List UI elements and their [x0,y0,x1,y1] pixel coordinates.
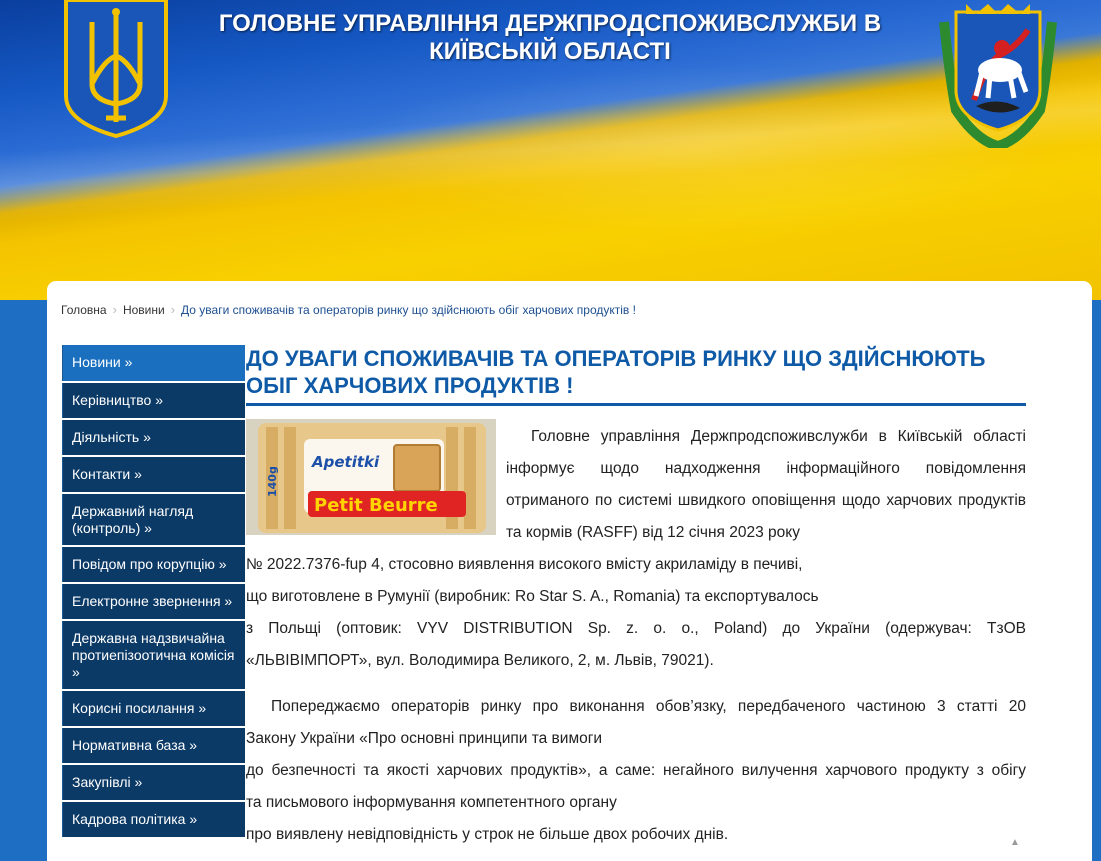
sidebar-item-antiepizootic-commission[interactable]: Державна надзвичайна протиепізоотична комісія » [62,621,245,689]
site-title [200,10,900,66]
article-line: Попереджаємо операторів ринку про виконання обов’язку, передбаченого частиною 3 статті 20 [271,698,1026,715]
site-header [0,0,1101,300]
product-photo-name: Petit Beurre [314,495,438,516]
article-line: що виготовлене в Румунії (виробник: Ro Star S. A., Romania) та експортувалось [246,588,819,605]
article-line: Закону України «Про основні принципи та вимоги [246,730,603,747]
sidebar-item-contacts[interactable]: Контакти » [62,457,245,492]
article-paragraph-1-continued [246,549,1026,677]
breadcrumb-separator-icon: › [170,302,176,317]
sidebar-item-useful-links[interactable]: Корисні посилання » [62,691,245,726]
sidebar-item-activity[interactable]: Діяльність » [62,420,245,455]
breadcrumb [61,302,636,317]
breadcrumb-current: До уваги споживачів та операторів ринку що здійснюють обіг харчових продуктів ! [181,302,636,317]
sidebar-item-electronic-appeal[interactable]: Електронне звернення » [62,584,245,619]
site-title-line1: ГОЛОВНЕ УПРАВЛІННЯ ДЕРЖПРОДСПОЖИВСЛУЖБИ В [218,10,882,37]
sidebar-item-regulatory-base[interactable]: Нормативна база » [62,728,245,763]
article-line: та письмового інформування компетентного органу [246,794,617,811]
product-photo-weight: 140g [266,466,279,497]
article-line: з Польщі (оптовик: VYV DISTRIBUTION Sp. z. o. o., Poland) до України (одержувач: ТзОВ [246,620,1026,637]
sidebar-item-news[interactable]: Новини » [62,345,245,381]
site-title-line2: КИЇВСЬКІЙ ОБЛАСТІ [429,38,671,65]
article-line: про виявлену невідповідність у строк не більше двох робочих днів. [246,826,729,843]
article [246,345,1026,843]
article-line: «ЛЬВІВІМПОРТ», вул. Володимира Великого, 2, м. Львів, 79021). [246,652,714,669]
breadcrumb-separator-icon: › [112,302,117,317]
article-paragraph-1: Головне управління Держпродспоживслужби в Київській області інформує щодо надходження інформаційного повідомлення отриманого по системі швидкого оповіщення щодо харчових продуктів та кормів (RASFF) від 12 січня 2023 року [506,428,1026,541]
product-photo-brand: Apetitki [312,453,380,471]
scroll-up-icon[interactable]: ▲ [1010,837,1020,848]
article-line: до безпечності та якості харчових продуктів», а саме: негайного вилучення харчового продукту з обігу [246,762,1026,779]
sidebar-item-hr-policy[interactable]: Кадрова політика » [62,802,245,837]
sidebar-item-state-supervision[interactable]: Державний нагляд (контроль) » [62,494,245,545]
kyiv-oblast-coat-of-arms-icon [936,0,1060,148]
sidebar-item-report-corruption[interactable]: Повідом про корупцію » [62,547,245,582]
article-title: ДО УВАГИ СПОЖИВАЧІВ ТА ОПЕРАТОРІВ РИНКУ ЩО ЗДІЙСНЮЮТЬ ОБІГ ХАРЧОВИХ ПРОДУКТІВ ! [246,345,1026,406]
sidebar-item-procurement[interactable]: Закупівлі » [62,765,245,800]
article-paragraph-2 [246,691,1026,851]
breadcrumb-home-link[interactable]: Головна [61,302,107,317]
breadcrumb-news-link[interactable]: Новини [122,302,165,317]
content-panel [47,281,1092,861]
ukraine-coat-of-arms-icon [62,0,170,138]
article-line: № 2022.7376-fup 4, стосовно виявлення високого вмісту акриламіду в печиві, [246,556,803,573]
sidebar-item-leadership[interactable]: Керівництво » [62,383,245,418]
product-photo [246,419,496,535]
sidebar-menu [62,345,245,839]
